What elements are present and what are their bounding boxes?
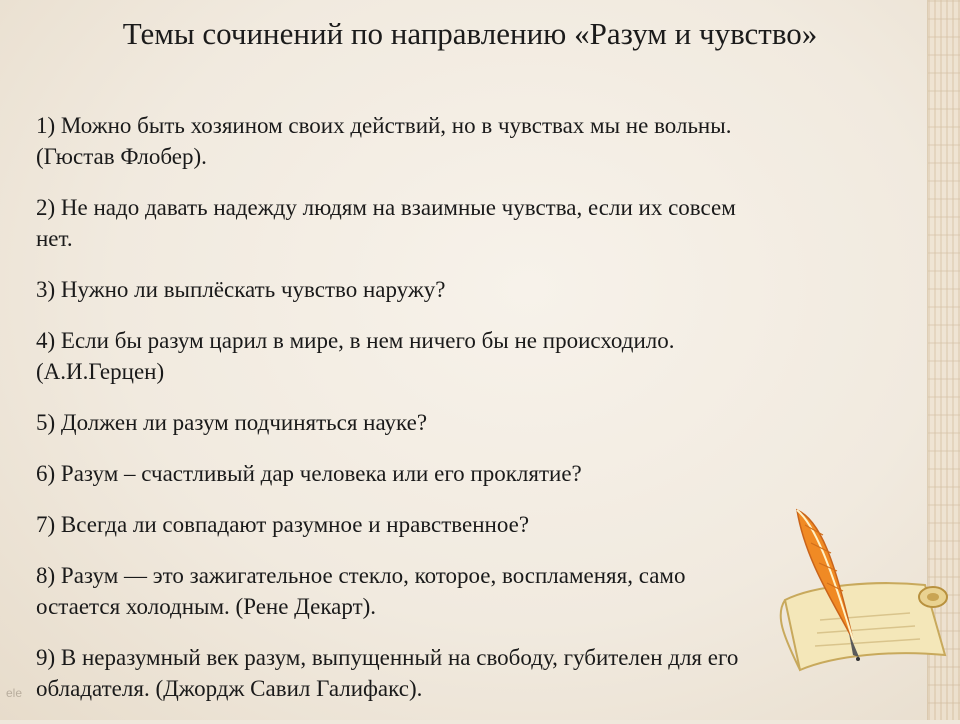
item-line: 1) Можно быть хозяином своих действий, но в чувствах мы не вольны. xyxy=(36,113,732,138)
list-item xyxy=(36,509,856,540)
item-line: (Гюстав Флобер). xyxy=(36,144,207,169)
item-line: 6) Разум – счастливый дар человека или его проклятие? xyxy=(36,461,582,486)
item-line: 4) Если бы разум царил в мире, в нем ничего бы не происходило. xyxy=(36,328,675,353)
item-line: 7) Всегда ли совпадают разумное и нравственное? xyxy=(36,512,530,537)
list-item xyxy=(36,325,856,387)
topic-list xyxy=(36,110,856,724)
item-line: (А.И.Герцен) xyxy=(36,359,165,384)
item-line: обладателя. (Джордж Савил Галифакс). xyxy=(36,676,423,701)
item-line: 5) Должен ли разум подчиняться науке? xyxy=(36,410,428,435)
item-line: нет. xyxy=(36,226,73,251)
list-item xyxy=(36,192,856,254)
list-item xyxy=(36,642,856,704)
list-item xyxy=(36,560,856,622)
item-line: остается холодным. (Рене Декарт). xyxy=(36,594,377,619)
list-item xyxy=(36,110,856,172)
item-line: 9) В неразумный век разум, выпущенный на свободу, губителен для его xyxy=(36,645,739,670)
item-line: 8) Разум — это зажигательное стекло, которое, воспламеняя, само xyxy=(36,563,686,588)
list-item xyxy=(36,458,856,489)
page-title: Темы сочинений по направлению «Разум и чувство» xyxy=(122,16,818,51)
item-line: 3) Нужно ли выплёскать чувство наружу? xyxy=(36,277,446,302)
list-item xyxy=(36,407,856,438)
quill-and-scroll-icon xyxy=(775,505,955,680)
item-line: 2) Не надо давать надежду людям на взаимные чувства, если их совсем xyxy=(36,195,736,220)
list-item xyxy=(36,274,856,305)
watermark-text: ele xyxy=(6,686,23,700)
